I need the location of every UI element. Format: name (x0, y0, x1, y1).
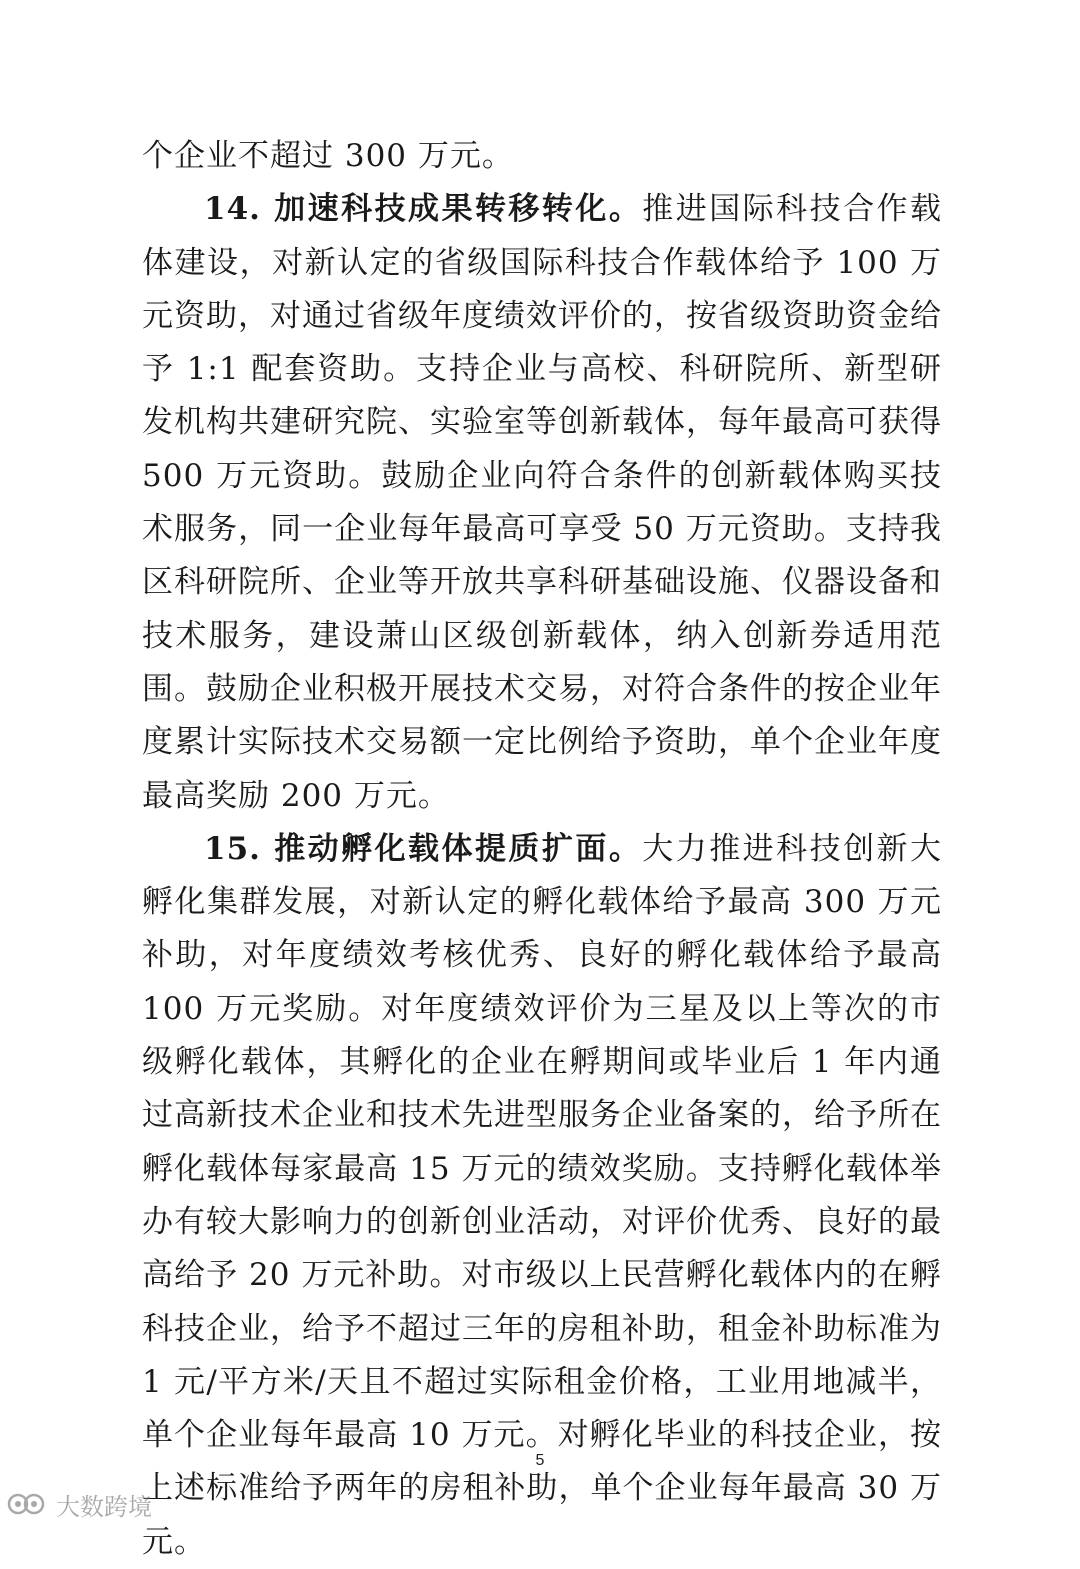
body-text (142, 130, 942, 1569)
item-heading: 14. 加速科技成果转移转化。 (204, 191, 643, 228)
paragraph-text: 大力推进科技创新大孵化集群发展，对新认定的孵化载体给予最高 300 万元补助，对年度绩效考核优秀、良好的孵化载体给予最高 100 万元奖励。对年度绩效评价为三星及以上等次的市级孵化载体，其孵化的企业在孵期间或毕业后 1 年内通过高新技术企业和技术先进型服务企业备案的，给予所在孵化载体每家最高 15 万元的绩效奖励。支持孵化载体举办有较大影响力的创新创业活动，对评价优秀、良好的最高给予 20 万元补助。对市级以上民营孵化载体内的在孵科技企业，给予不超过三年的房租补助，租金补助标准为 1 元/平方米/天且不超过实际租金价格，工业用地减半，单个企业每年最高 10 万元。对孵化毕业的科技企业，按上述标准给予两年的房租补助，单个企业每年最高 30 万元。 (142, 830, 943, 1560)
watermark-logo-icon (6, 1490, 50, 1518)
paragraph-text: 推进国际科技合作载体建设，对新认定的省级国际科技合作载体给予 100 万元资助，对通过省级年度绩效评价的，按省级资助资金给予 1:1 配套资助。支持企业与高校、科研院所、新型研发机构共建研究院、实验室等创新载体，每年最高可获得 500 万元资助。鼓励企业向符合条件的创新载体购买技术服务，同一企业每年最高可享受 50 万元资助。支持我区科研院所、企业等开放共享科研基础设施、仪器设备和技术服务，建设萧山区级创新载体，纳入创新券适用范围。鼓励企业积极开展技术交易，对符合条件的按企业年度累计实际技术交易额一定比例给予资助，单个企业年度最高奖励 200 万元。 (142, 191, 943, 814)
item-heading: 15. 推动孵化载体提质扩面。 (204, 830, 643, 867)
paragraph-continuation (142, 130, 942, 183)
paragraph-item-14 (142, 183, 942, 823)
page-number: 5 (535, 1452, 545, 1469)
paragraph-text: 个企业不超过 300 万元。 (142, 138, 514, 174)
watermark (6, 1488, 152, 1520)
watermark-text: 大数跨境 (56, 1492, 152, 1521)
